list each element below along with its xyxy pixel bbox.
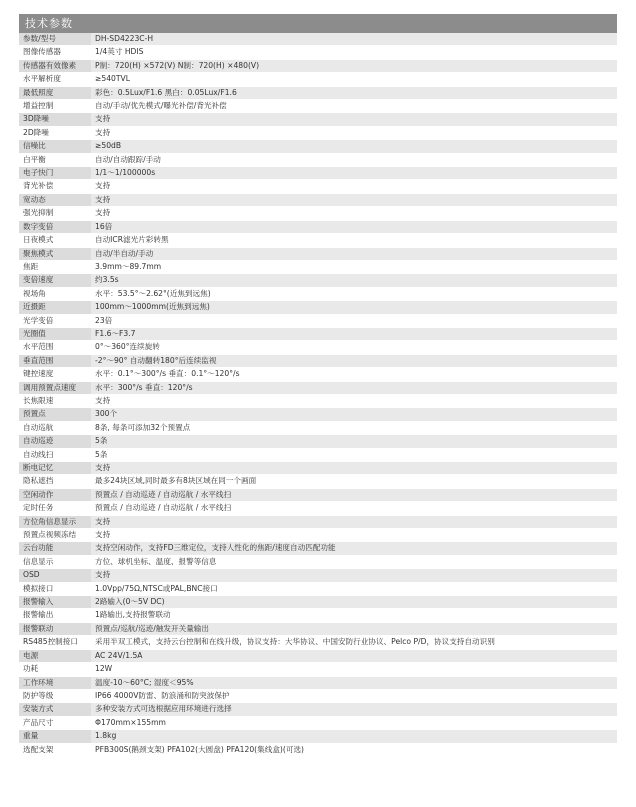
spec-label: 安装方式 — [19, 703, 91, 716]
spec-label: 报警输出 — [19, 609, 91, 622]
spec-label: 信息显示 — [19, 555, 91, 568]
table-row — [19, 381, 617, 394]
spec-value: 支持 — [91, 569, 617, 582]
table-row — [19, 113, 617, 126]
table-row — [19, 475, 617, 488]
spec-value: 16倍 — [91, 220, 617, 233]
table-row — [19, 730, 617, 743]
spec-label: 视场角 — [19, 287, 91, 300]
table-row — [19, 86, 617, 99]
spec-label: 空闲动作 — [19, 488, 91, 501]
spec-value: 支持 — [91, 126, 617, 139]
table-row — [19, 488, 617, 501]
table-row — [19, 689, 617, 702]
spec-value: AC 24V/1.5A — [91, 649, 617, 662]
spec-label: 键控速度 — [19, 368, 91, 381]
spec-label: 垂直范围 — [19, 354, 91, 367]
spec-value: 约3.5s — [91, 274, 617, 287]
spec-value: 1/1～1/100000s — [91, 167, 617, 180]
spec-label: 光学变倍 — [19, 314, 91, 327]
spec-value: 300个 — [91, 408, 617, 421]
spec-label: 长焦限速 — [19, 394, 91, 407]
spec-value: 多种安装方式可选根据应用环境进行选择 — [91, 703, 617, 716]
spec-value: 支持 — [91, 394, 617, 407]
spec-value: 支持 — [91, 193, 617, 206]
spec-label: 云台功能 — [19, 542, 91, 555]
table-row — [19, 555, 617, 568]
spec-label: 定时任务 — [19, 502, 91, 515]
spec-label: 聚焦模式 — [19, 247, 91, 260]
table-row — [19, 448, 617, 461]
spec-value: 预置点 / 自动巡迹 / 自动巡航 / 水平线扫 — [91, 502, 617, 515]
spec-label: 近摄距 — [19, 301, 91, 314]
spec-label: 图像传感器 — [19, 46, 91, 59]
table-row — [19, 743, 617, 756]
table-row — [19, 394, 617, 407]
spec-value: ≥50dB — [91, 140, 617, 153]
spec-value: F1.6～F3.7 — [91, 327, 617, 340]
spec-value: 支持 — [91, 180, 617, 193]
spec-value: 2路输入(0～5V DC) — [91, 596, 617, 609]
spec-value: 预置点 / 自动巡迹 / 自动巡航 / 水平线扫 — [91, 488, 617, 501]
spec-label: OSD — [19, 569, 91, 582]
table-row — [19, 502, 617, 515]
spec-value: 12W — [91, 663, 617, 676]
spec-value: P制：720(H) ×572(V) N制：720(H) ×480(V) — [91, 59, 617, 72]
table-row — [19, 220, 617, 233]
table-row — [19, 100, 617, 113]
spec-label: RS485控制接口 — [19, 636, 91, 649]
section-title: 技术参数 — [19, 14, 617, 33]
table-row — [19, 234, 617, 247]
spec-value: 1/4英寸 HDIS — [91, 46, 617, 59]
spec-label: 模拟接口 — [19, 582, 91, 595]
spec-value: 1路输出,支持报警联动 — [91, 609, 617, 622]
table-row — [19, 462, 617, 475]
spec-label: 水平解析度 — [19, 73, 91, 86]
spec-value: 水平：53.5°～2.62°(近焦到远焦) — [91, 287, 617, 300]
table-row — [19, 247, 617, 260]
table-row — [19, 636, 617, 649]
spec-label: 焦距 — [19, 260, 91, 273]
spec-value: 5条 — [91, 435, 617, 448]
spec-label: 断电记忆 — [19, 462, 91, 475]
table-row — [19, 582, 617, 595]
spec-value: 支持空闲动作，支持FD三维定位，支持人性化的焦距/速度自动匹配功能 — [91, 542, 617, 555]
spec-value: 彩色：0.5Lux/F1.6 黑白：0.05Lux/F1.6 — [91, 86, 617, 99]
spec-label: 预置点 — [19, 408, 91, 421]
spec-label: 最低照度 — [19, 86, 91, 99]
table-row — [19, 569, 617, 582]
table-row — [19, 609, 617, 622]
spec-value: 5条 — [91, 448, 617, 461]
table-row — [19, 140, 617, 153]
spec-label: 变倍速度 — [19, 274, 91, 287]
spec-value: PFB300S(鹅颈支架) PFA102(大圆盘) PFA120(集线盒)(可选) — [91, 743, 617, 756]
table-row — [19, 716, 617, 729]
table-row — [19, 193, 617, 206]
table-row — [19, 167, 617, 180]
spec-value: 自动/半自动/手动 — [91, 247, 617, 260]
table-row — [19, 368, 617, 381]
spec-label: 电源 — [19, 649, 91, 662]
table-row — [19, 435, 617, 448]
table-row — [19, 703, 617, 716]
table-row — [19, 649, 617, 662]
spec-label: 调用预置点速度 — [19, 381, 91, 394]
spec-value: 8条, 每条可添加32个预置点 — [91, 421, 617, 434]
spec-label: 宽动态 — [19, 193, 91, 206]
spec-value: 最多24块区域,同时最多有8块区域在同一个画面 — [91, 475, 617, 488]
spec-value: DH-SD4223C-H — [91, 33, 617, 46]
spec-value: 自动/手动/优先模式/曝光补偿/背光补偿 — [91, 100, 617, 113]
spec-value: 支持 — [91, 207, 617, 220]
spec-table-body — [19, 33, 617, 756]
spec-label: 隐私遮挡 — [19, 475, 91, 488]
table-row — [19, 73, 617, 86]
spec-label: 选配支架 — [19, 743, 91, 756]
spec-label: 工作环境 — [19, 676, 91, 689]
spec-value: 自动ICR滤光片彩转黑 — [91, 234, 617, 247]
spec-value: IP66 4000V防雷、防浪涌和防突波保护 — [91, 689, 617, 702]
spec-value: 3.9mm～89.7mm — [91, 260, 617, 273]
spec-label: 光圈值 — [19, 327, 91, 340]
table-row — [19, 260, 617, 273]
spec-value: 1.0Vpp/75Ω,NTSC或PAL,BNC接口 — [91, 582, 617, 595]
table-row — [19, 408, 617, 421]
table-row — [19, 596, 617, 609]
table-row — [19, 46, 617, 59]
spec-value: -2°～90° 自动翻转180°后连续监视 — [91, 354, 617, 367]
spec-label: 2D降噪 — [19, 126, 91, 139]
spec-label: 报警输入 — [19, 596, 91, 609]
spec-value: Φ170mm×155mm — [91, 716, 617, 729]
spec-label: 自动巡迹 — [19, 435, 91, 448]
spec-label: 3D降噪 — [19, 113, 91, 126]
spec-value: ≥540TVL — [91, 73, 617, 86]
table-row — [19, 274, 617, 287]
table-row — [19, 126, 617, 139]
spec-value: 支持 — [91, 113, 617, 126]
table-row — [19, 542, 617, 555]
table-row — [19, 180, 617, 193]
spec-label: 预置点视频冻结 — [19, 529, 91, 542]
spec-label: 电子快门 — [19, 167, 91, 180]
spec-label: 自动巡航 — [19, 421, 91, 434]
spec-label: 防护等级 — [19, 689, 91, 702]
spec-label: 白平衡 — [19, 153, 91, 166]
spec-value: 水平：300°/s 垂直：120°/s — [91, 381, 617, 394]
spec-value: 温度-10～60°C; 湿度＜95% — [91, 676, 617, 689]
table-row — [19, 515, 617, 528]
spec-value: 支持 — [91, 462, 617, 475]
table-row — [19, 529, 617, 542]
table-row — [19, 354, 617, 367]
table-row — [19, 59, 617, 72]
table-row — [19, 33, 617, 46]
table-row — [19, 287, 617, 300]
spec-value: 0°～360°连续旋转 — [91, 341, 617, 354]
table-row — [19, 207, 617, 220]
spec-label: 日夜模式 — [19, 234, 91, 247]
spec-label: 产品尺寸 — [19, 716, 91, 729]
spec-value: 预置点/巡航/巡迹/触发开关量输出 — [91, 622, 617, 635]
spec-label: 信噪比 — [19, 140, 91, 153]
spec-label: 自动线扫 — [19, 448, 91, 461]
spec-label: 功耗 — [19, 663, 91, 676]
spec-label: 重量 — [19, 730, 91, 743]
spec-value: 1.8kg — [91, 730, 617, 743]
spec-label: 强光抑制 — [19, 207, 91, 220]
table-row — [19, 663, 617, 676]
spec-label: 增益控制 — [19, 100, 91, 113]
table-row — [19, 314, 617, 327]
table-row — [19, 153, 617, 166]
spec-table — [19, 33, 617, 757]
spec-value: 水平：0.1°～300°/s 垂直：0.1°～120°/s — [91, 368, 617, 381]
table-row — [19, 327, 617, 340]
spec-label: 水平范围 — [19, 341, 91, 354]
spec-label: 传感器有效像素 — [19, 59, 91, 72]
spec-label: 数字变倍 — [19, 220, 91, 233]
table-row — [19, 676, 617, 689]
table-row — [19, 421, 617, 434]
spec-label: 背光补偿 — [19, 180, 91, 193]
spec-value: 采用半双工模式，支持云台控制和在线升级，协议支持：大华协议、中国安防行业协议、Pelco P/D，协议支持自动识别 — [91, 636, 617, 649]
spec-value: 23倍 — [91, 314, 617, 327]
spec-value: 100mm～1000mm(近焦到远焦) — [91, 301, 617, 314]
spec-value: 支持 — [91, 529, 617, 542]
spec-value: 方位、球机坐标、温度、报警等信息 — [91, 555, 617, 568]
table-row — [19, 341, 617, 354]
spec-value: 支持 — [91, 515, 617, 528]
table-row — [19, 622, 617, 635]
table-row — [19, 301, 617, 314]
spec-value: 自动/自动跟踪/手动 — [91, 153, 617, 166]
spec-label: 方位角信息显示 — [19, 515, 91, 528]
spec-label: 参数/型号 — [19, 33, 91, 46]
spec-label: 报警联动 — [19, 622, 91, 635]
